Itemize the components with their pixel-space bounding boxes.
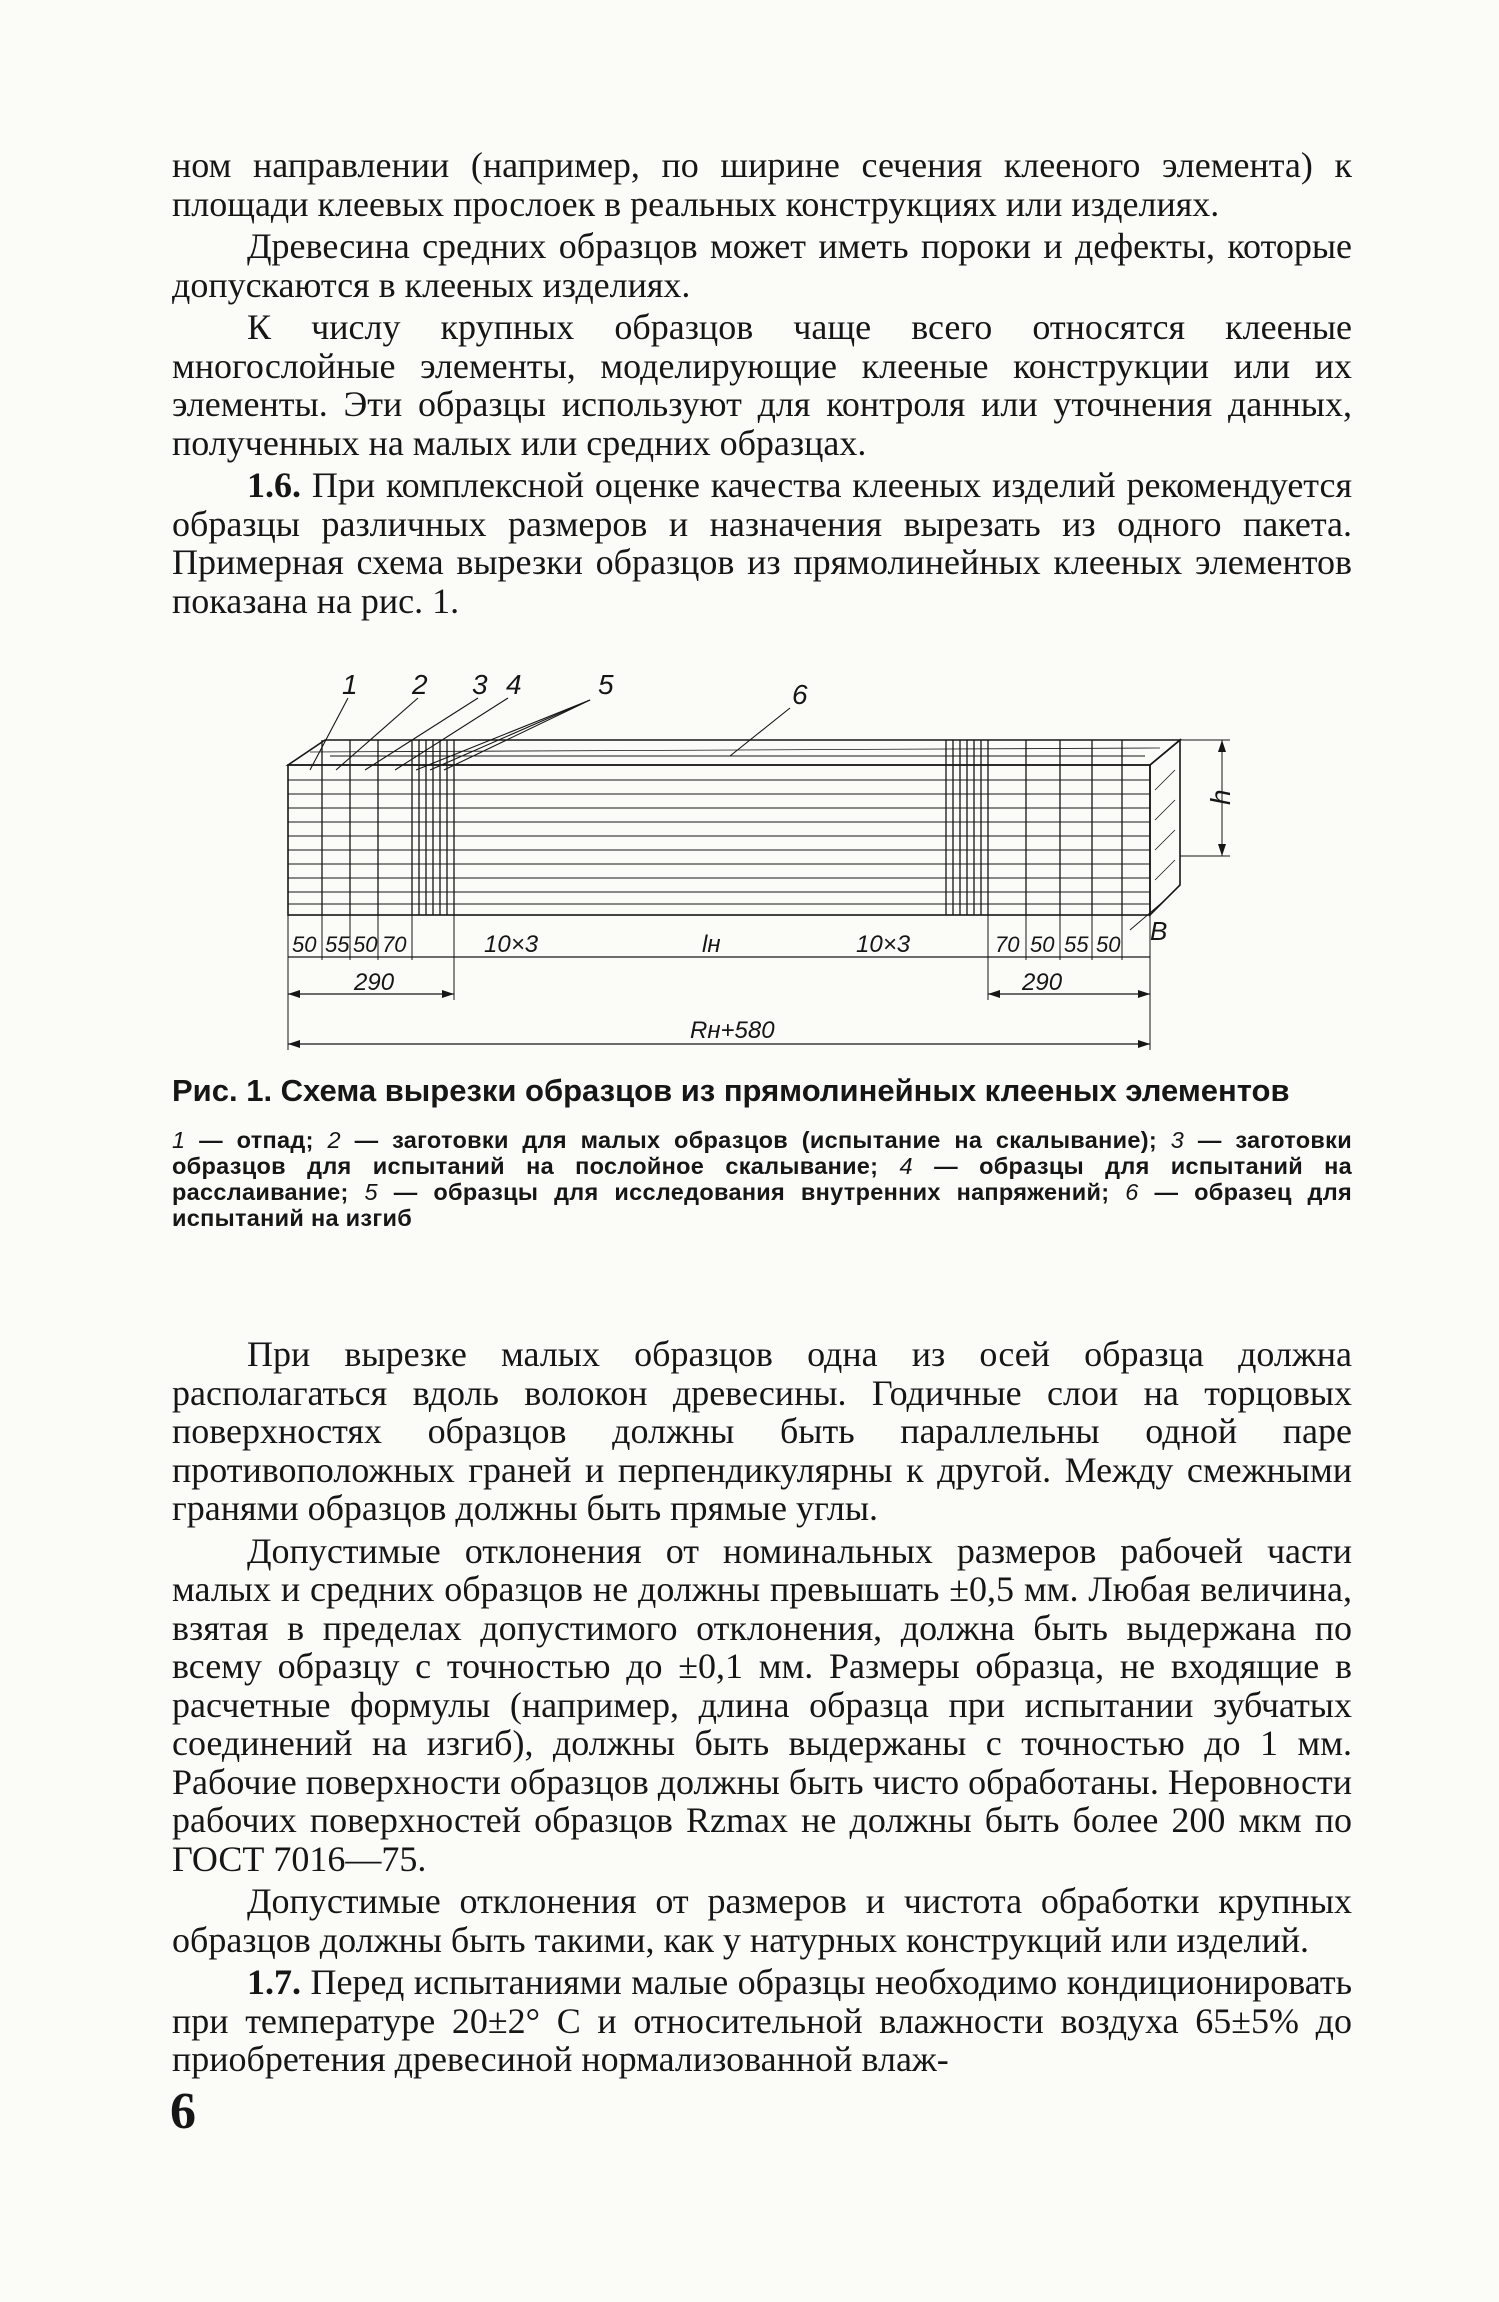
callout-1: 1 <box>342 669 358 700</box>
total-length: Rн+580 <box>690 1017 775 1044</box>
section-text: Перед испытаниями малые образцы необходимо кондиционировать при температуре 20±2° С и относительной влажности воздуха 65±5% до приобретения древесиной нормализованной влаж- <box>172 1962 1353 2079</box>
mid-label-right: 10×3 <box>856 931 911 958</box>
legend-num-2: 2 <box>327 1127 341 1153</box>
legend-text-3: заготовки образцов для испытаний на послойное скалывание; <box>172 1127 1352 1179</box>
paragraph-large-samples: К числу крупных образцов чаще всего относятся клееные многослойные элементы, моделирующие клееные конструкции или их элементы. Эти образцы используют для контроля или уточнения данных, полученных на малых или средних образцах. <box>172 307 1352 463</box>
legend-text-6: образец для испытаний на изгиб <box>172 1179 1352 1231</box>
dim-right-1: 70 <box>995 932 1020 957</box>
paragraph-continuation: ном направлении (например, по ширине сечения клееного элемента) к площади клеевых прослоек в реальных конструкциях или изделиях. <box>172 145 1352 224</box>
dim-right-4: 50 <box>1096 932 1121 957</box>
legend-text-1: отпад; <box>236 1127 314 1153</box>
height-label: h <box>1205 789 1236 805</box>
paragraph-small-sample-cutting: При вырезке малых образцов одна из осей образца должна располагаться вдоль волокон древесины. Годичные слои на торцовых поверхностях образцов должны быть параллельны одной паре противоположных граней и перпендикулярны к другой. Между смежными гранями образцов должны быть прямые углы. <box>172 1334 1352 1528</box>
legend-num-6: 6 <box>1125 1179 1139 1205</box>
span-left: 290 <box>354 969 395 996</box>
legend-num-5: 5 <box>364 1179 378 1205</box>
caption-title: Рис. 1. Схема вырезки образцов из прямолинейных клееных элементов <box>172 1073 1290 1108</box>
section-1-7 <box>172 1963 1352 2079</box>
section-number: 1.7. <box>247 1962 301 2002</box>
callout-3: 3 <box>472 669 488 700</box>
dim-right-2: 50 <box>1030 932 1055 957</box>
mid-label-left: 10×3 <box>484 931 539 958</box>
section-text: При комплексной оценке качества клееных изделий рекомендуется образцы различных размеров и назначения вырезать из одного пакета. Примерная схема вырезки образцов из прямолинейных клееных элементов показана на рис. 1. <box>172 465 1352 621</box>
legend-text-5: образцы для исследования внутренних напряжений; <box>433 1179 1110 1205</box>
mid-label-center: lн <box>702 931 721 958</box>
figure-cutting-scheme <box>270 660 1250 1060</box>
legend-text-4: образцы для испытаний на расслаивание; <box>172 1153 1352 1205</box>
paragraph-medium-samples: Древесина средних образцов может иметь пороки и дефекты, которые допускаются в клееных изделиях. <box>172 226 1352 305</box>
paragraph-large-tolerances: Допустимые отклонения от размеров и чистота обработки крупных образцов должны быть такими, как у натурных конструкций или изделий. <box>172 1881 1352 1960</box>
section-number: 1.6. <box>247 465 301 505</box>
bottom-text-block <box>172 1335 1352 2079</box>
dim-left-1: 50 <box>292 932 317 957</box>
legend-num-4: 4 <box>899 1153 913 1179</box>
figure-legend: 1 — отпад; 2 — заготовки для малых образцов (испытание на скалывание); 3 — заготовки образцов для испытаний на послойное скалывание; 4 — образцы для испытаний на расслаивание; 5 — образцы для исследования внутренних напряжений; 6 — образец для испытаний на изгиб <box>172 1127 1352 1231</box>
dim-left-4: 70 <box>382 932 407 957</box>
legend-num-1: 1 <box>172 1127 186 1153</box>
figure-caption <box>172 1073 1352 1231</box>
dim-left-3: 50 <box>353 932 378 957</box>
callout-6: 6 <box>792 679 808 710</box>
legend-text-2: заготовки для малых образцов (испытание на скалывание); <box>392 1127 1157 1153</box>
page-number: 6 <box>170 2083 196 2140</box>
span-right: 290 <box>1022 969 1063 996</box>
section-1-6 <box>172 466 1352 620</box>
dim-left-2: 55 <box>325 932 350 957</box>
width-label: B <box>1150 916 1168 946</box>
dim-right-3: 55 <box>1064 932 1089 957</box>
paragraph-tolerances: Допустимые отклонения от номинальных размеров рабочей части малых и средних образцов не должны превышать ±0,5 мм. Любая величина, взятая в пределах допустимого отклонения, должна быть выдержана по всему образцу с точностью до ±0,1 мм. Размеры образца, не входящие в расчетные формулы (например, длина образца при испытании зубчатых соединений на изгиб), должны быть выдержаны с точностью до 1 мм. Рабочие поверхности образцов должны быть чисто обработаны. Неровности рабочих поверхностей образцов Rzmax не должны быть более 200 мкм по ГОСТ 7016—75. <box>172 1530 1352 1879</box>
top-text-block <box>172 146 1352 620</box>
callout-5: 5 <box>598 669 614 700</box>
legend-num-3: 3 <box>1170 1127 1185 1153</box>
callout-4: 4 <box>506 669 522 700</box>
callout-2: 2 <box>412 669 428 700</box>
